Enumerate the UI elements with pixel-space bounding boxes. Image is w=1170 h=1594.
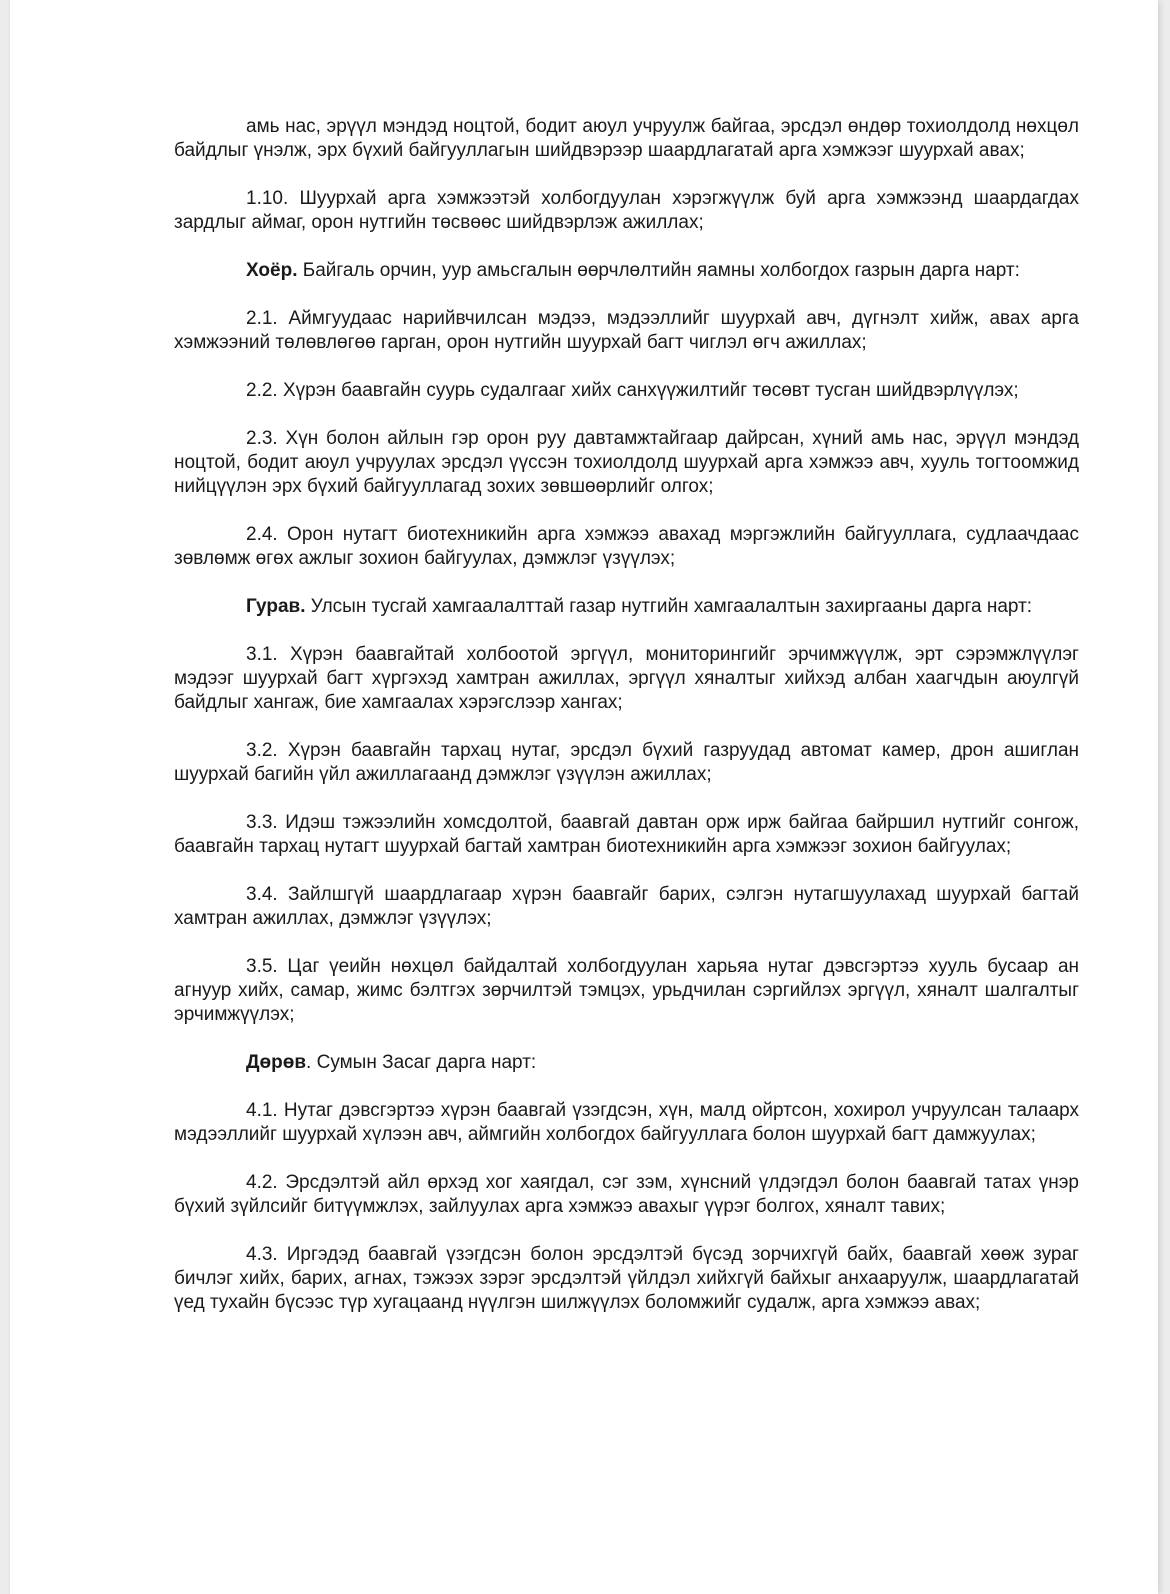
document-body [174,115,1079,1339]
section-label: Гурав. [246,596,306,617]
section-heading-paragraph: Гурав. Улсын тусгай хамгаалалттай газар нутгийн хамгаалалтын захиргааны дарга нарт: [246,596,1033,617]
section-heading-paragraph: Дөрөв. Сумын Засаг дарга нарт: [246,1052,537,1073]
section-heading-paragraph: Хоёр. Байгаль орчин, уур амьсгалын өөрчлөлтийн яамны холбогдох газрын дарга нарт: [246,260,1020,281]
section-label: Дөрөв [246,1052,307,1073]
paragraph: 4.2. Эрсдэлтэй айл өрхэд хог хаягдал, сэг зэм, хүнсний үлдэгдэл болон баавгай татах үнэр бүхий зүйлсийг битүүмжлэх, зайлуулах арга хэмжээ авахыг үүрэг болгох, хяналт тавих; [174,1172,1079,1217]
section-label: Хоёр. [246,260,298,281]
paragraph: 2.1. Аймгуудаас нарийвчилсан мэдээ, мэдээллийг шуурхай авч, дүгнэлт хийж, авах арга хэмжээний төлөвлөгөө гарган, орон нутгийн шуурхай багт чиглэл өгч ажиллах; [174,308,1079,353]
paragraph: 2.2. Хүрэн баавгайн суурь судалгааг хийх санхүүжилтийг төсөвт тусган шийдвэрлүүлэх; [246,380,1019,401]
paragraph: 3.2. Хүрэн баавгайн тархац нутаг, эрсдэл бүхий газруудад автомат камер, дрон ашиглан шуурхай багийн үйл ажиллагаанд дэмжлэг үзүүлэн ажиллах; [174,740,1079,785]
paragraph: 2.3. Хүн болон айлын гэр орон руу давтамжтайгаар дайрсан, хүний амь нас, эрүүл мэндэд ноцтой, бодит аюул учруулах эрсдэл үүссэн тохиолдолд шуурхай арга хэмжээ авч, хууль тогтоомжид нийцүүлэн эрх бүхий байгууллагад зохих зөвшөөрлийг олгох; [174,428,1079,497]
paragraph: амь нас, эрүүл мэндэд ноцтой, бодит аюул учруулж байгаа, эрсдэл өндөр тохиолдолд нөхцөл байдлыг үнэлж, эрх бүхий байгууллагын шийдвэрээр шаардлагатай арга хэмжээг шуурхай авах; [174,116,1079,161]
paragraph: 4.3. Иргэдэд баавгай үзэгдсэн болон эрсдэлтэй бүсэд зорчихгүй байх, баавгай хөөж зураг бичлэг хийх, барих, агнах, тэжээх зэрэг эрсдэлтэй үйлдэл хийхгүй байхыг анхааруулж, шаардлагатай үед тухайн бүсээс түр хугацаанд нүүлгэн шилжүүлэх боломжийг судалж, арга хэмжээ авах; [174,1244,1079,1313]
paragraph: 4.1. Нутаг дэвсгэртээ хүрэн баавгай үзэгдсэн, хүн, малд ойртсон, хохирол учруулсан талаарх мэдээллийг шуурхай хүлээн авч, аймгийн холбогдох байгууллага болон шуурхай багт дамжуулах; [174,1100,1079,1145]
paragraph: 2.4. Орон нутагт биотехникийн арга хэмжээ авахад мэргэжлийн байгууллага, судлаачдаас зөвлөмж өгөх ажлыг зохион байгуулах, дэмжлэг үзүүлэх; [174,524,1079,569]
paragraph: 3.4. Зайлшгүй шаардлагаар хүрэн баавгайг барих, сэлгэн нутагшуулахад шуурхай багтай хамтран ажиллах, дэмжлэг үзүүлэх; [174,884,1079,929]
paragraph: 3.1. Хүрэн баавгайтай холбоотой эргүүл, мониторингийг эрчимжүүлж, эрт сэрэмжлүүлэг мэдээг шуурхай багт хүргэхэд хамтран ажиллах, эргүүл хяналтыг хийхэд албан хаагчдын аюулгүй байдлыг хангаж, бие хамгаалах хэрэгслээр хангах; [174,644,1079,713]
document-page [10,0,1158,1594]
paragraph: 3.3. Идэш тэжээлийн хомсдолтой, баавгай давтан орж ирж байгаа байршил нутгийг сонгож, баавгайн тархац нутагт шуурхай багтай хамтран биотехникийн арга хэмжээг зохион байгуулах; [174,812,1079,857]
paragraph: 3.5. Цаг үеийн нөхцөл байдалтай холбогдуулан харьяа нутаг дэвсгэртээ хууль бусаар ан агнуур хийх, самар, жимс бэлтгэх зөрчилтэй тэмцэх, урьдчилан сэргийлэх эргүүл, хяналт шалгалтыг эрчимжүүлэх; [174,956,1079,1025]
paragraph: 1.10. Шуурхай арга хэмжээтэй холбогдуулан хэрэгжүүлж буй арга хэмжээнд шаардагдах зардлыг аймаг, орон нутгийн төсвөөс шийдвэрлэж ажиллах; [174,188,1079,233]
